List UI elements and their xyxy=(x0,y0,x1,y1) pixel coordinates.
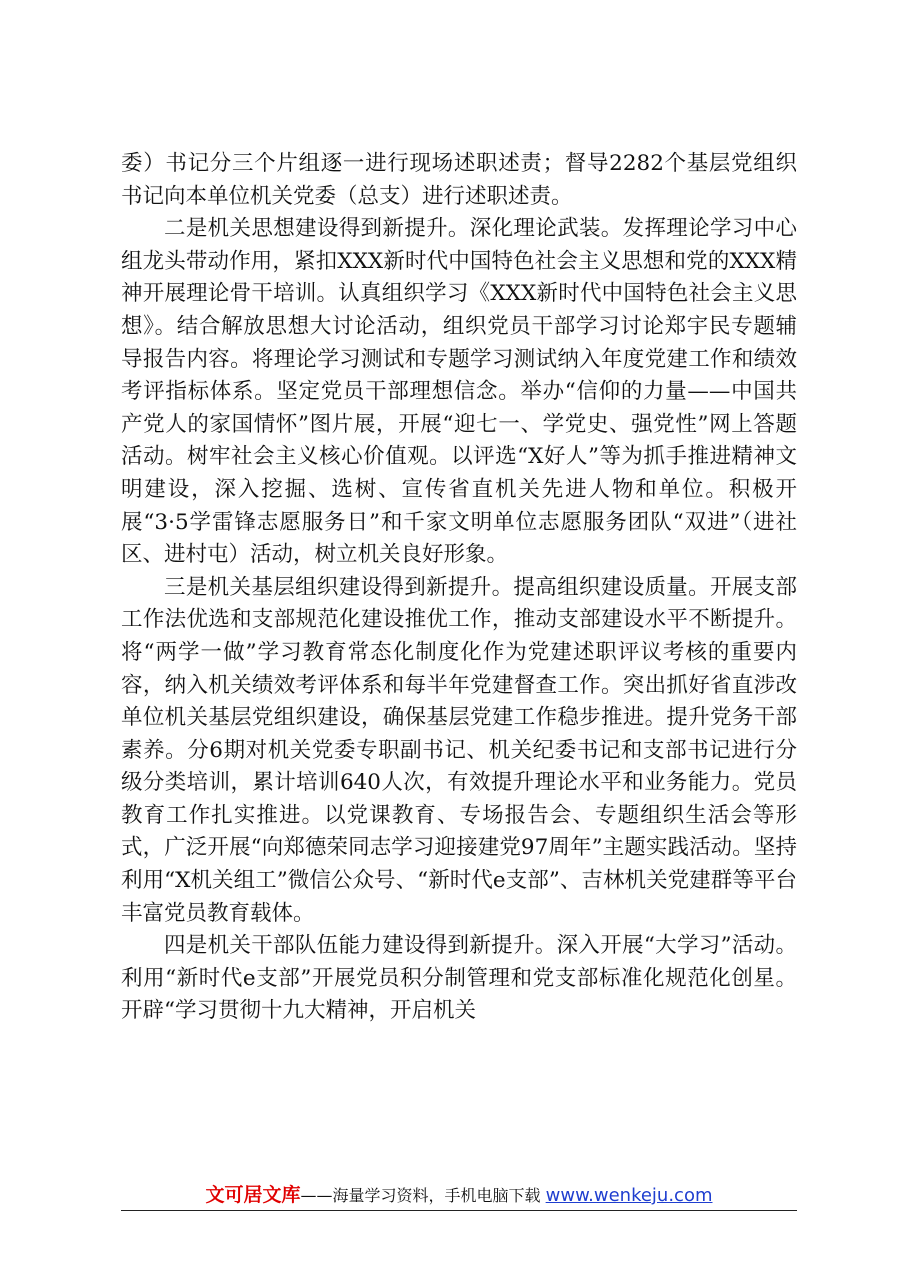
paragraph-continuation: 委）书记分三个片组逐一进行现场述职述责；督导2282个基层党组织书记向本单位机关党委（总支）进行述职述责。 xyxy=(121,151,798,209)
footer-divider xyxy=(121,1210,797,1211)
paragraph-cadre-capability: 四是机关干部队伍能力建设得到新提升。深入开展“大学习”活动。利用“新时代e支部”开展党员积分制管理和党支部标准化规范化创星。开辟“学习贯彻十九大精神，开启机关 xyxy=(121,933,797,1024)
footer-website-link[interactable]: www.wenkeju.com xyxy=(545,1185,713,1206)
paragraph-ideology: 二是机关思想建设得到新提升。深化理论武装。发挥理论学习中心组龙头带动作用，紧扣XXX新时代中国特色社会主义思想和党的XXX精神开展理论骨干培训。认真组织学习《XXX新时代中国特色社会主义思想》。结合解放思想大讨论活动，组织党员干部学习讨论郑宇民专题辅导报告内容。将理论学习测试和专题学习测试纳入年度党建工作和绩效考评指标体系。坚定党员干部理想信念。举办“信仰的力量——中国共产党人的家国情怀”图片展，开展“迎七一、学党史、强党性”网上答题活动。树牢社会主义核心价值观。以评选“X好人”等为抓手推进精神文明建设，深入挖掘、选树、宣传省直机关先进人物和单位。积极开展“3·5学雷锋志愿服务日”和千家文明单位志愿服务团队“双进”（进社区、进村屯）活动，树立机关良好形象。 xyxy=(121,216,797,568)
document-body xyxy=(121,148,797,1028)
page-footer xyxy=(121,1180,797,1212)
footer-brand: 文可居文库 xyxy=(205,1184,301,1206)
paragraph-grassroots-organization: 三是机关基层组织建设得到新提升。提高组织建设质量。开展支部工作法优选和支部规范化建设推优工作，推动支部建设水平不断提升。将“两学一做”学习教育常态化制度化作为党建述职评议考核的重要内容，纳入机关绩效考评体系和每半年党建督查工作。突出抓好省直涉改单位机关基层党组织建设，确保基层党建工作稳步推进。提升党务干部素养。分6期对机关党委专职副书记、机关纪委书记和支部书记进行分级分类培训，累计培训640人次，有效提升理论水平和业务能力。党员教育工作扎实推进。以党课教育、专场报告会、专题组织生活会等形式，广泛开展“向郑德荣同志学习迎接建党97周年”主题实践活动。坚持利用“X机关组工”微信公众号、“新时代e支部”、吉林机关党建群等平台丰富党员教育载体。 xyxy=(121,574,797,926)
footer-tagline: ——海量学习资料，手机电脑下载 xyxy=(300,1186,541,1205)
